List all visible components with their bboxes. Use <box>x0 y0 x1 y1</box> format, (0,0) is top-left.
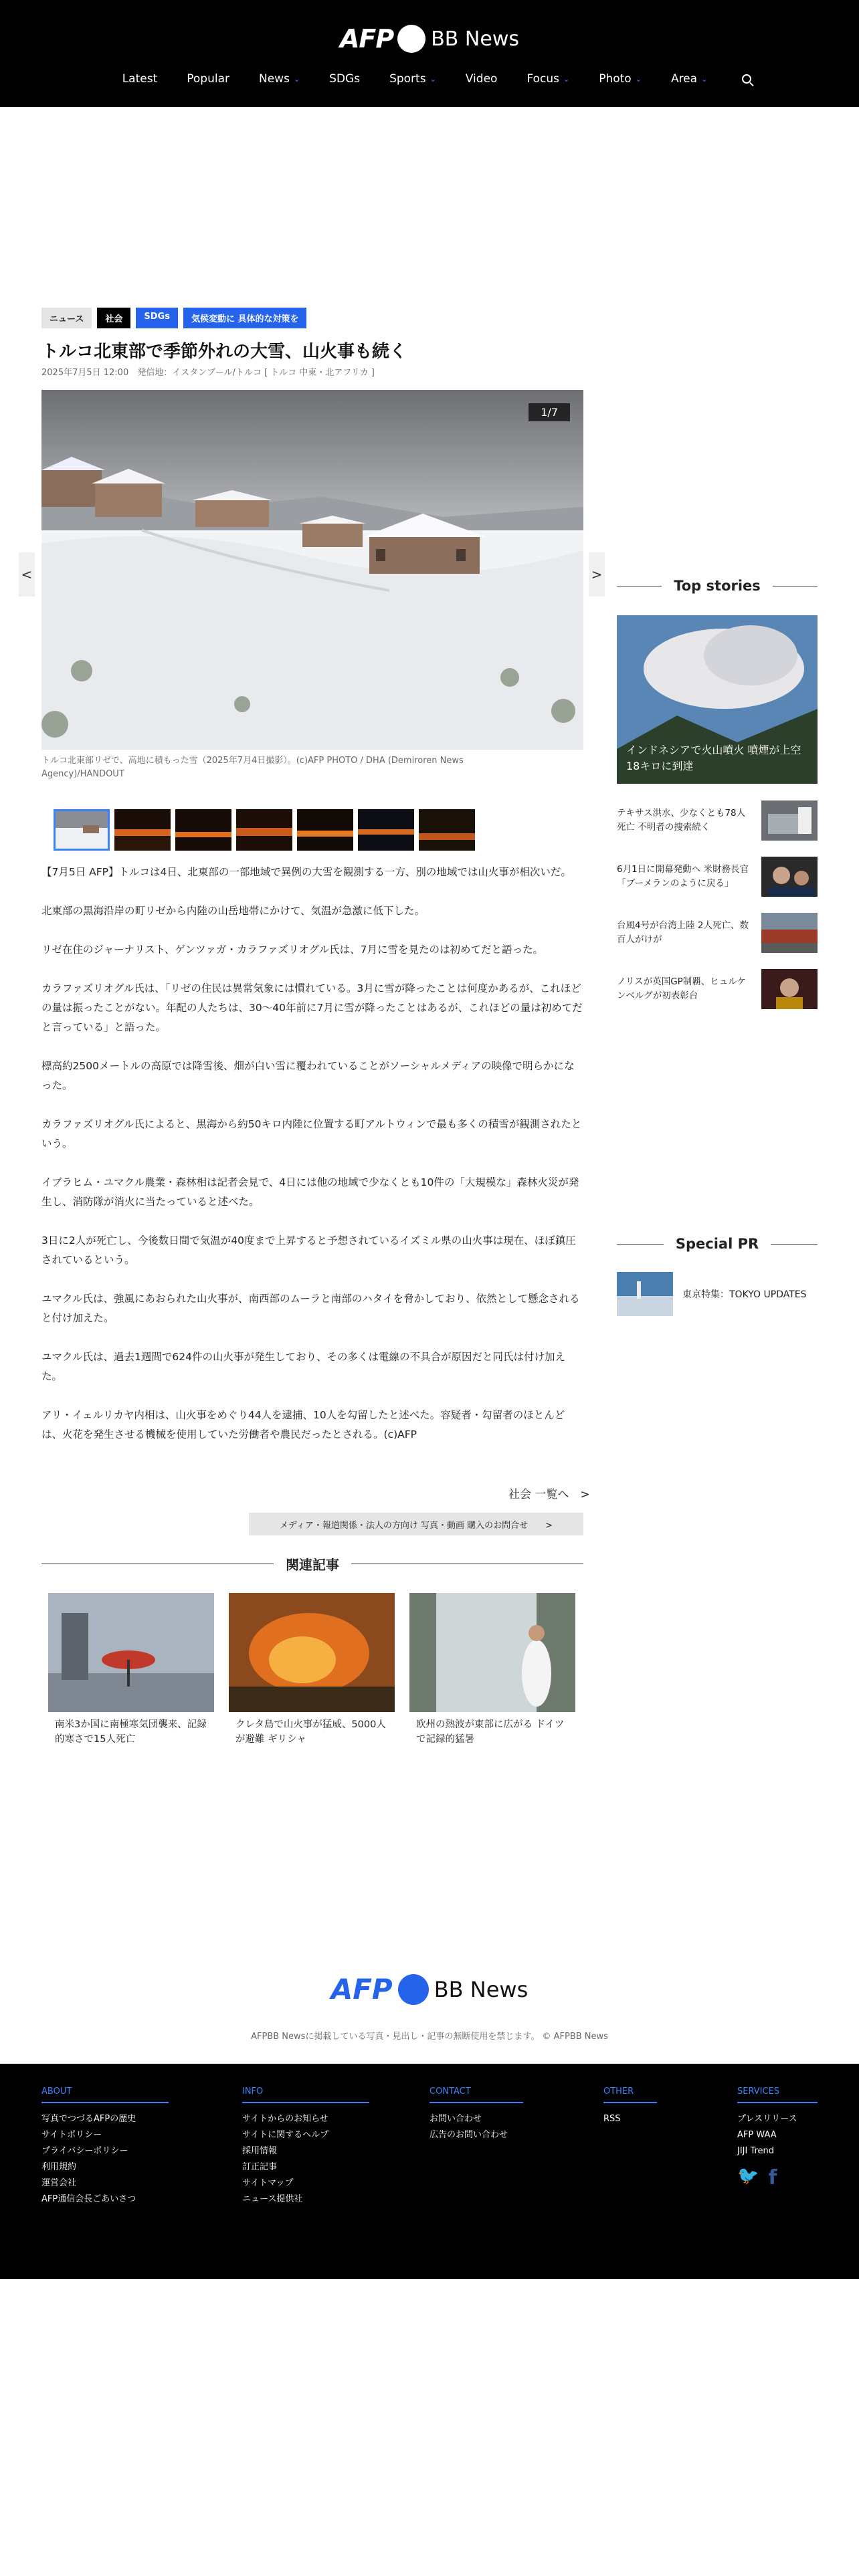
prev-photo-button[interactable]: < <box>19 552 35 597</box>
footer-services <box>737 2086 818 2189</box>
footer-link[interactable]: 採用情報 <box>242 2146 278 2156</box>
article-paragraph: アリ・イェルリカヤ内相は、山火事をめぐり44人を逮捕、10人を勾留したと述べた。容疑者・勾留者のほとんどは、火花を発生させる機械を使用していた労働者や農民だったとされる。(c)AFP <box>41 1409 565 1440</box>
footer-logo-dot <box>398 1974 429 2005</box>
article-meta: 2025年7月5日 12:00 発信地：イスタンブール/トルコ [ トルコ 中東・北アフリカ ] <box>41 368 375 378</box>
footer-contact <box>430 2086 523 2143</box>
nav-label: Popular <box>187 72 229 86</box>
search-icon[interactable] <box>742 74 751 84</box>
side-story-image-3 <box>761 913 818 953</box>
footer-link[interactable]: AFP通信会長ごあいさつ <box>41 2194 136 2204</box>
media-inquiry-button[interactable]: メディア・報道関係・法人の方向け 写真・動画 購入のお問合せ > <box>249 1513 583 1535</box>
footer-link[interactable]: JIJI Trend <box>737 2146 775 2156</box>
nav-item-popular[interactable] <box>187 72 229 86</box>
nav-item-area[interactable] <box>671 72 707 86</box>
social-links <box>737 2166 818 2189</box>
side-story-image-1 <box>761 800 818 841</box>
tag-0[interactable]: ニュース <box>41 308 92 328</box>
thumbnail-7[interactable] <box>419 809 475 851</box>
side-story-title-2: 6月1日に開幕発動へ 米財務長官「ブーメランのように戻る」 <box>617 864 749 889</box>
article-title: トルコ北東部で季節外れの大雪、山火事も続く <box>41 342 407 362</box>
nav-label: Focus <box>527 72 559 86</box>
logo-afp-text: AFP <box>340 24 394 53</box>
footer-link[interactable]: 広告のお問い合わせ <box>430 2130 508 2140</box>
footer-link[interactable]: お問い合わせ <box>430 2114 482 2124</box>
side-story-4[interactable] <box>617 967 818 1011</box>
footer-link[interactable]: 写真でつづるAFPの歴史 <box>41 2114 136 2124</box>
special-pr-title: 東京特集：TOKYO UPDATES <box>682 1289 807 1300</box>
footer-link[interactable]: プライバシーポリシー <box>41 2146 128 2156</box>
chevron-down-icon: ⌄ <box>635 74 642 84</box>
side-story-title-3: 台風4号が台湾上陸 2人死亡、数百人がけが <box>617 920 749 945</box>
next-photo-button[interactable]: > <box>589 552 605 597</box>
thumbnail-5[interactable] <box>297 809 353 851</box>
tag-list <box>41 308 312 328</box>
nav-label: News <box>259 72 290 86</box>
logo-dot <box>397 25 425 53</box>
nav-label: Area <box>670 72 698 86</box>
article-paragraph: カラファズリオグル氏によると、黒海から約50キロ内陸に位置する町アルトウィンで最も多くの積雪が観測されたという。 <box>41 1118 582 1150</box>
article-paragraph: リゼ在住のジャーナリスト、ゲンツァガ・カラファズリオグル氏は、7月に雪を見たのは初めてだと語った。 <box>41 944 543 956</box>
footer-heading-contact: CONTACT <box>430 2086 523 2103</box>
special-pr-image <box>617 1272 673 1316</box>
nav-label: SDGs <box>329 72 361 86</box>
related-heading-label: 関連記事 <box>286 1557 339 1573</box>
side-story-1[interactable] <box>617 798 818 843</box>
thumbnail-4[interactable] <box>236 809 292 851</box>
chevron-down-icon: ⌄ <box>701 74 708 84</box>
footer-link[interactable]: 訂正記事 <box>242 2162 278 2172</box>
footer-link[interactable]: AFP WAA <box>737 2130 777 2140</box>
tag-2[interactable]: SDGs <box>136 308 178 328</box>
article-paragraph: 北東部の黒海沿岸の町リゼから内陸の山岳地帯にかけて、気温が急激に低下した。 <box>41 905 425 917</box>
chevron-down-icon: ⌄ <box>293 74 300 84</box>
thumbnail-1[interactable] <box>54 809 110 851</box>
footer-link[interactable]: サイトポリシー <box>41 2130 102 2140</box>
footer-logo-bb: BB News <box>434 1976 529 2002</box>
top-stories-heading <box>617 578 818 594</box>
nav-label: Sports <box>389 72 426 86</box>
footer-heading-about: ABOUT <box>41 2086 169 2103</box>
chevron-down-icon: ⌄ <box>430 74 436 84</box>
footer-link[interactable]: プレスリリース <box>737 2114 797 2124</box>
chevron-down-icon: ⌄ <box>563 74 570 84</box>
thumbnail-3[interactable] <box>175 809 231 851</box>
footer-link[interactable]: 運営会社 <box>41 2178 77 2188</box>
photo-thumbnails <box>54 809 480 851</box>
photo-caption: トルコ北東部リゼで、高地に積もった雪（2025年7月4日撮影）。(c)AFP PHOTO / DHA (Demiroren News Agency)/HANDOUT <box>41 756 464 779</box>
copyright-note: AFPBB Newsに掲載している写真・見出し・記事の無断使用を禁じます。 © AFPBB News <box>251 2032 608 2042</box>
footer-link[interactable]: RSS <box>603 2114 621 2124</box>
side-story-image-4 <box>761 969 818 1009</box>
logo-bb-text: BB News <box>431 27 519 51</box>
category-list-link[interactable]: 社会 一覧へ > <box>508 1488 590 1501</box>
footer-other <box>603 2086 657 2127</box>
nav-label: Latest <box>122 72 158 86</box>
photo-counter: 1/7 <box>529 403 570 421</box>
main-photo[interactable] <box>41 390 583 750</box>
article-body <box>41 863 583 1464</box>
nav-item-news[interactable] <box>259 72 300 86</box>
nav-item-sports[interactable] <box>389 72 436 86</box>
site-logo[interactable] <box>0 24 859 53</box>
article-paragraph: 標高約2500メートルの高原では降雪後、畑が白い雪に覆われていることがソーシャルメディアの映像で明らかになった。 <box>41 1060 575 1091</box>
footer-heading-other: OTHER <box>603 2086 657 2103</box>
footer-link[interactable]: サイトマップ <box>242 2178 294 2188</box>
article-paragraph: カラファズリオグル氏は、「リゼの住民は異常気象には慣れている。3月に雪が降ったことは何度かあるが、これほどの量は振ったことがない。年配の人たちは、30～40年前に7月に雪が降ったことはあるが、これほどの量は初めてだと言っている」と語った。 <box>41 982 583 1033</box>
nav-item-photo[interactable] <box>599 72 642 86</box>
thumbnail-2[interactable] <box>114 809 171 851</box>
side-story-title-4: ノリスが英国GP制覇、ヒュルケンベルグが初表彰台 <box>617 976 747 1001</box>
side-story-2[interactable] <box>617 855 818 899</box>
tag-3[interactable]: 気候変動に 具体的な対策を <box>183 308 307 328</box>
snow-village-image <box>41 390 583 750</box>
article-paragraph: イブラヒム・ユマクル農業・森林相は記者会見で、4日には他の地域で少なくとも10件の「大規模な」森林火災が発生し、消防隊が消火に当たっていると述べた。 <box>41 1176 579 1208</box>
nav-label: Photo <box>599 72 632 86</box>
footer-about <box>41 2086 169 2208</box>
related-card-3[interactable] <box>409 1593 575 1747</box>
footer-link[interactable]: 利用規約 <box>41 2162 77 2172</box>
side-story-3[interactable] <box>617 911 818 955</box>
related-title-2: クレタ島で山火事が猛威、5000人が避難 ギリシャ <box>235 1719 386 1745</box>
top-stories-label: Top stories <box>674 578 761 594</box>
main-nav <box>0 72 859 86</box>
footer-heading-services: SERVICES <box>737 2086 818 2103</box>
nav-item-sdgs[interactable] <box>329 72 360 86</box>
related-heading <box>41 1554 583 1574</box>
footer-link[interactable]: サイトからのお知らせ <box>242 2114 328 2124</box>
nav-item-video[interactable] <box>466 72 498 86</box>
related-title-3: 欧州の熱波が東部に広がる ドイツで記録的猛暑 <box>416 1719 565 1745</box>
related-card-2[interactable] <box>229 1593 395 1747</box>
footer-logo[interactable] <box>0 1973 859 2006</box>
top-story-caption: インドネシアで火山噴火 噴煙が上空18キロに到達 <box>626 744 801 772</box>
related-title-1: 南米3か国に南極寒気団襲来、記録的寒さで15人死亡 <box>55 1719 207 1745</box>
related-image-2 <box>229 1593 395 1712</box>
related-image-1 <box>48 1593 214 1712</box>
special-pr-label: Special PR <box>675 1236 759 1252</box>
nav-label: Video <box>465 72 498 86</box>
tag-1[interactable]: 社会 <box>97 308 130 328</box>
footer-heading-info: INFO <box>242 2086 369 2103</box>
site-header <box>0 0 859 107</box>
side-story-image-2 <box>761 857 818 897</box>
footer-link[interactable]: サイトに関するヘルプ <box>242 2130 329 2140</box>
footer-logo-afp: AFP <box>330 1973 393 2006</box>
facebook-icon[interactable]: f <box>768 2166 777 2189</box>
article-paragraph: ユマクル氏は、強風にあおられた山火事が、南西部のムーラと南部のハタイを脅かしており、依然として懸念されると付け加えた。 <box>41 1293 580 1324</box>
special-pr-item[interactable] <box>617 1272 818 1316</box>
footer-link[interactable]: ニュース提供社 <box>242 2194 303 2204</box>
footer-info <box>242 2086 369 2208</box>
special-pr-heading <box>617 1236 818 1252</box>
nav-item-latest[interactable] <box>122 72 158 86</box>
related-image-3 <box>409 1593 575 1712</box>
related-articles <box>48 1593 590 1747</box>
article-paragraph: ユマクル氏は、過去1週間で624件の山火事が発生しており、その多くは電線の不具合が原因だと同氏は付け加えた。 <box>41 1351 565 1382</box>
article-paragraph: 【7月5日 AFP】トルコは4日、北東部の一部地域で異例の大雪を観測する一方、別の地域では山火事が相次いだ。 <box>41 866 571 878</box>
related-card-1[interactable] <box>48 1593 214 1747</box>
nav-item-focus[interactable] <box>527 72 569 86</box>
site-footer <box>0 2064 859 2279</box>
top-story-feature[interactable] <box>617 615 818 784</box>
thumbnail-6[interactable] <box>358 809 414 851</box>
twitter-icon[interactable]: 🐦 <box>737 2166 759 2186</box>
article-paragraph: 3日に2人が死亡し、今後数日間で気温が40度まで上昇すると予想されているイズミル県の山火事は現在、ほぼ鎮圧されているという。 <box>41 1235 576 1266</box>
side-story-title-1: テキサス洪水、少なくとも78人死亡 不明者の捜索続く <box>617 808 746 833</box>
